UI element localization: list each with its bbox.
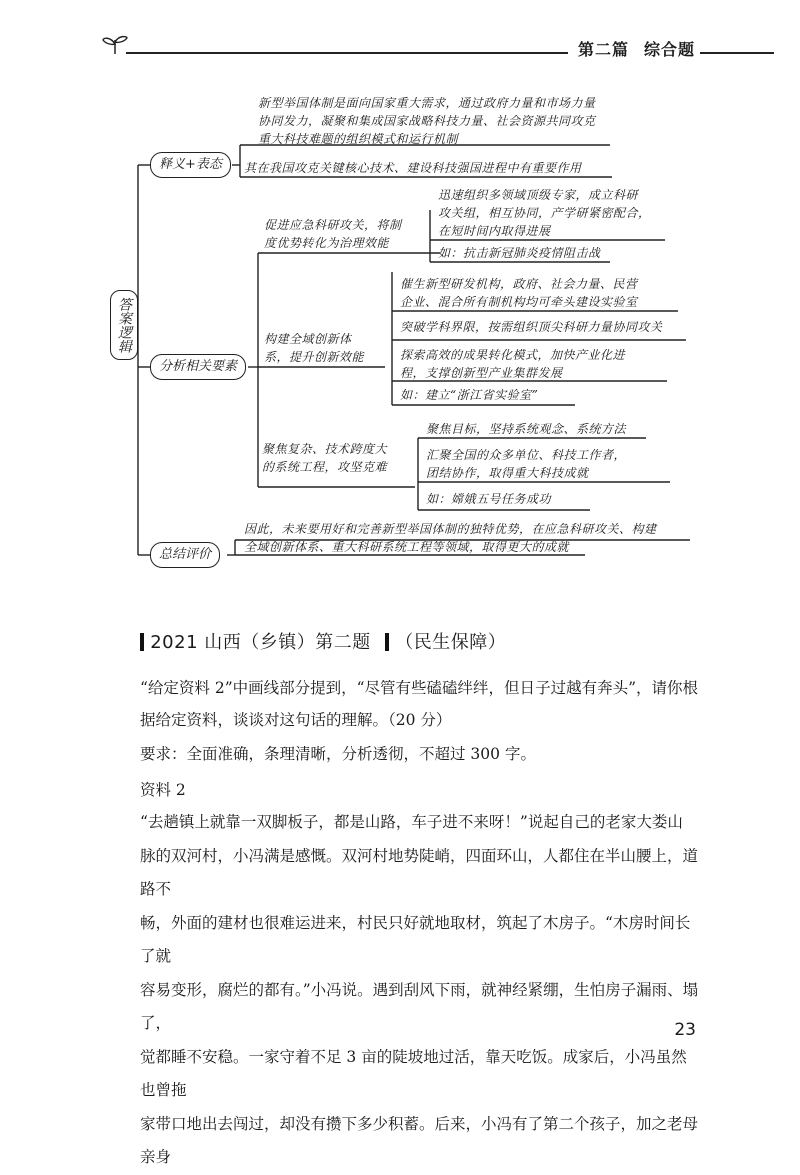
heading-bar-right [385,633,389,651]
page-number: 23 [674,1020,696,1040]
material-label: 资料 2 [140,781,186,799]
question-heading [140,628,506,654]
branch2-sub3-leaf3: 如：嫦娥五号任务成功 [426,492,552,506]
material-paragraph: “去趟镇上就靠一双脚板子，都是山路，车子进不来呀！”说起自己的老家大娄山 脉的双河村，小冯满是感慨。双河村地势陡峭，四面环山，人都住在半山腰上，道路不 畅，外面的建材也很难运进来，村民只好就地取材，筑起了木房子。“木房时间长了就 容易变形，腐烂的都有。”小冯说。遇到刮风下雨，就神经紧绷，生怕房子漏雨、塌了， 觉都睡不安稳。一家守着不足 3 亩的陡坡地过活，靠天吃饭。成家后，小冯虽然也曾拖 家带口地出去闯过，却没有攒下多少积蓄。后来，小冯有了第二个孩子，加之老母亲身 [140,813,699,1166]
header-section: 综合题 [644,40,696,59]
branch2-sub2-leaf4: 如：建立“浙江省实验室” [400,388,539,402]
branch-explanation: 释义+表态 [150,152,231,178]
branch1-item1: 新型举国体制是面向国家重大需求，通过政府力量和市场力量 协同发力，凝聚和集成国家战略科技力量、社会资源共同攻克 重大科技难题的组织模式和运行机制 [258,96,596,146]
branch2-sub2-leaf3: 探索高效的成果转化模式，加快产业化进 程，支撑创新型产业集群发展 [400,348,626,380]
branch3-item1: 因此，未来要用好和完善新型举国体制的独特优势，在应急科研攻关、构建 全域创新体系、重大科研系统工程等领域，取得更大的成就 [244,522,657,554]
branch2-sub3: 聚焦复杂、技术跨度大 的系统工程，攻坚克难 [262,442,388,474]
branch1-item2: 其在我国攻克关键核心技术、建设科技强国进程中有重要作用 [244,161,582,175]
question-requirement: 要求：全面准确，条理清晰，分析透彻，不超过 300 字。 [140,745,536,763]
branch2-sub1: 促进应急科研攻关，将制 度优势转化为治理效能 [264,218,402,250]
question-prompt: “给定资料 2”中画线部分提到，“尽管有些磕磕绊绊，但日子过越有奔头”，请你根 据给定资料，谈谈对这句话的理解。（20 分） [140,679,698,729]
branch2-sub1-leaf2: 如：抗击新冠肺炎疫情阻击战 [438,246,601,260]
branch2-sub2-leaf2: 突破学科界限，按需组织顶尖科研力量协同攻关 [400,320,663,334]
header-part: 第二篇 [578,40,630,59]
branch2-sub2: 构建全域创新体 系，提升创新效能 [264,332,365,364]
heading-bar-left [140,633,144,651]
branch-analysis: 分析相关要素 [150,354,246,380]
branch2-sub2-leaf1: 催生新型研发机构，政府、社会力量、民营 企业、混合所有制机构均可牵头建设实验室 [400,277,638,309]
question-title: 2021 山西（乡镇）第二题 [150,632,371,653]
branch2-sub1-leaf1: 迅速组织多领域顶级专家，成立科研 攻关组，相互协同，产学研紧密配合， 在短时间内取得进展 [438,188,651,238]
branch-summary: 总结评价 [150,542,220,568]
mindmap-root: 答案逻辑 [110,290,138,360]
branch2-sub3-leaf1: 聚焦目标，坚持系统观念、系统方法 [426,422,627,436]
question-tag: （民生保障） [395,632,507,653]
branch2-sub3-leaf2: 汇聚全国的众多单位、科技工作者， 团结协作，取得重大科技成就 [426,448,627,480]
